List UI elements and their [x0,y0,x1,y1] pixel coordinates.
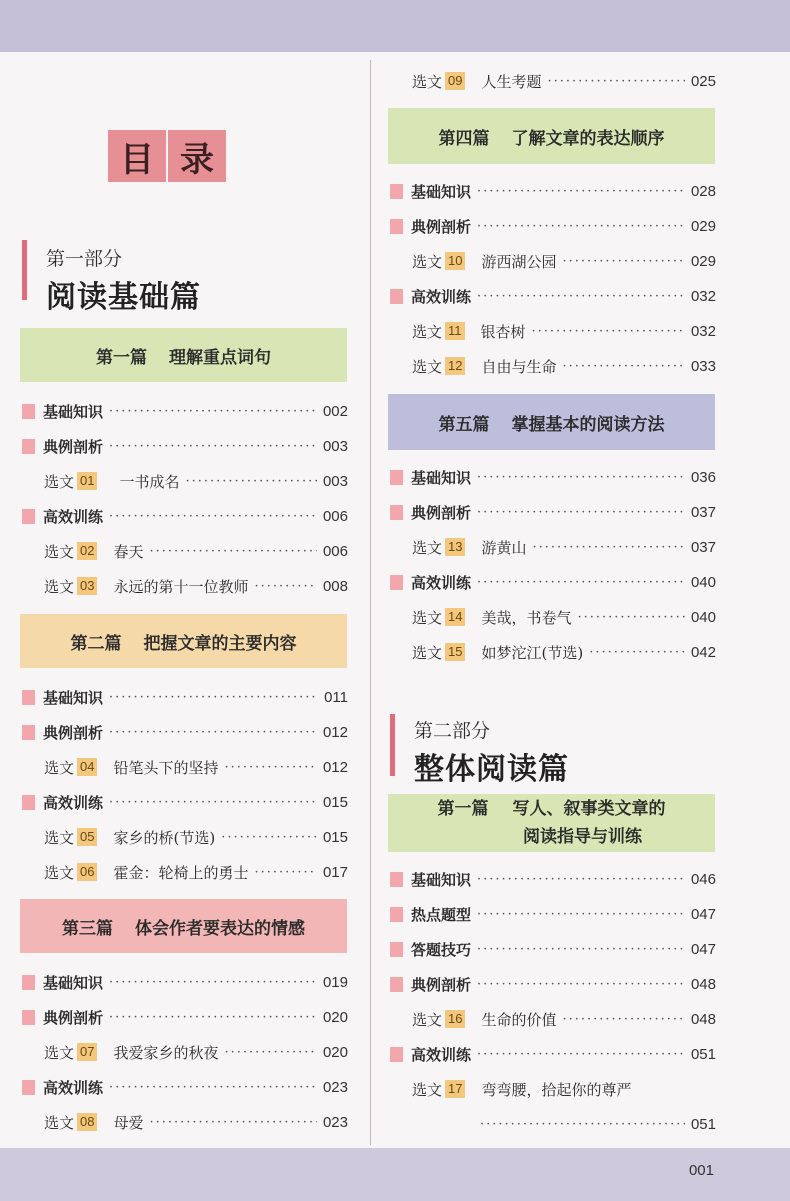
leader-dots [563,254,685,269]
leader-dots [477,575,685,590]
selection-number: 02 [77,542,97,560]
toc-entry[interactable] [44,859,348,885]
entry-label: 选文 [412,322,443,341]
page-ref: 047 [690,905,716,923]
entry-title: 永远的第十一位教师 [113,577,249,596]
entry-label: 高效训练 [43,1078,104,1097]
entry-label: 基础知识 [43,688,104,707]
page-number: 001 [688,1162,714,1179]
entry-title: 美哉，书卷气 [481,608,572,627]
leader-dots [186,474,317,489]
bullet-marker [22,690,35,705]
selection-number: 15 [445,643,465,661]
page-ref: 006 [322,507,348,525]
bullet-marker [22,509,35,524]
toc-entry[interactable] [390,1041,716,1067]
entry-title: 铅笔头下的坚持 [113,758,219,777]
toc-entry[interactable] [22,719,348,745]
leader-dots [109,975,317,990]
page-ref: 029 [690,252,716,270]
leader-dots [477,505,685,520]
entry-label: 选文 [412,608,443,627]
toc-entry[interactable] [390,901,716,927]
toc-entry[interactable] [22,433,348,459]
page-ref: 023 [322,1113,348,1131]
selection-number: 09 [445,72,465,90]
toc-entry[interactable] [390,971,716,997]
selection-number: 10 [445,252,465,270]
leader-dots [109,439,317,454]
section-heading-line [438,795,666,823]
part1-label: 第一部分 [46,248,123,270]
section-name: 理解重点词句 [169,347,271,368]
entry-label: 选文 [44,828,75,847]
toc-entry[interactable] [22,1074,348,1100]
section-banner-p2s1 [388,794,715,852]
leader-dots [225,760,317,775]
entry-title: 霍金：轮椅上的勇士 [113,863,249,882]
entry-label: 典例剖析 [43,723,104,742]
section-name: 把握文章的主要内容 [143,633,297,654]
page-ref: 037 [690,538,716,556]
selection-number: 06 [77,863,97,881]
leader-dots [477,872,685,887]
bullet-marker [390,184,403,199]
entry-label: 典例剖析 [411,503,472,522]
toc-entry[interactable] [22,398,348,424]
entry-label: 选文 [412,643,443,662]
toc-entry[interactable] [22,1004,348,1030]
page-ref: 003 [322,437,348,455]
entry-label: 选文 [412,252,443,271]
toc-entry[interactable] [22,969,348,995]
page-ref: 036 [690,468,716,486]
toc-entry[interactable] [390,178,716,204]
section-banner-s4 [388,108,715,164]
bullet-marker [390,872,403,887]
page-ref: 046 [690,870,716,888]
page-ref: 019 [322,973,348,991]
selection-number: 11 [445,322,465,340]
page-ref: 023 [322,1078,348,1096]
toc-entry[interactable] [412,68,716,94]
entry-title: 母爱 [113,1113,144,1132]
part-accent-bar [390,714,395,776]
toc-entry[interactable] [412,353,716,379]
leader-dots [109,404,317,419]
page-ref: 017 [322,863,348,881]
section-name: 了解文章的表达顺序 [511,128,665,149]
top-border [0,0,790,52]
section-number: 第二篇 [70,633,122,654]
toc-title-char: 录 [168,130,226,182]
entry-title: 人生考题 [481,72,542,91]
leader-dots [225,1045,317,1060]
entry-label: 典例剖析 [411,217,472,236]
toc-entry[interactable] [412,604,716,630]
section-name-line2: 阅读指导与训练 [523,827,642,847]
entry-title: 家乡的桥(节选) [113,828,216,847]
page-ref: 002 [322,402,348,420]
toc-entry[interactable] [412,318,716,344]
section-number: 第一篇 [437,799,489,819]
toc-entry[interactable] [22,684,348,710]
selection-number: 08 [77,1113,97,1131]
selection-number: 03 [77,577,97,595]
leader-dots [109,1010,317,1025]
entry-label: 选文 [44,542,75,561]
bullet-marker [390,1047,403,1062]
page-ref: 048 [690,1010,716,1028]
page-ref: 003 [322,472,348,490]
leader-dots [563,1012,685,1027]
page-ref: 040 [690,608,716,626]
entry-label: 选文 [44,577,75,596]
page-ref: 037 [690,503,716,521]
bullet-marker [22,795,35,810]
column-divider [370,60,371,1145]
selection-number: 13 [445,538,465,556]
entry-label: 选文 [412,357,443,376]
bullet-marker [22,439,35,454]
toc-entry[interactable] [44,468,348,494]
section-name: 写人、叙事类文章的 [512,799,666,819]
section-number: 第一篇 [96,347,147,368]
entry-label: 高效训练 [411,1045,472,1064]
section-number: 第三篇 [62,918,113,939]
entry-label: 答题技巧 [411,940,472,959]
bullet-marker [390,907,403,922]
entry-title: 游黄山 [481,538,527,557]
toc-title [108,130,226,182]
toc-entry[interactable] [412,1006,716,1032]
page-ref: 033 [690,357,716,375]
selection-number: 04 [77,758,97,776]
page-ref: 012 [322,723,348,741]
toc-entry[interactable] [390,213,716,239]
entry-title: 弯弯腰，拾起你的尊严 [481,1080,632,1099]
leader-dots [477,1047,685,1062]
part2-label: 第二部分 [414,720,491,742]
leader-dots [109,509,317,524]
entry-label: 选文 [412,72,443,91]
leader-dots [548,74,685,89]
entry-title: 自由与生命 [481,357,557,376]
entry-label: 选文 [44,1113,75,1132]
bullet-marker [390,470,403,485]
entry-label: 高效训练 [43,793,104,812]
toc-entry[interactable] [412,1076,716,1102]
toc-entry[interactable] [390,499,716,525]
page-ref: 008 [322,577,348,595]
part2-title: 整体阅读篇 [414,752,569,787]
leader-dots [477,942,685,957]
bullet-marker [22,975,35,990]
selection-number: 07 [77,1043,97,1061]
leader-dots [477,289,685,304]
section-banner-s3 [20,899,347,953]
entry-label: 典例剖析 [43,1008,104,1027]
entry-label: 选文 [44,472,75,491]
toc-entry[interactable] [390,283,716,309]
leader-dots [477,907,685,922]
page-ref: 048 [690,975,716,993]
entry-label: 热点题型 [411,905,472,924]
toc-entry[interactable] [22,503,348,529]
leader-dots [150,544,317,559]
page-ref: 011 [324,688,348,706]
bullet-marker [390,942,403,957]
entry-label: 典例剖析 [411,975,472,994]
toc-entry[interactable] [412,639,716,665]
bullet-marker [22,725,35,740]
leader-dots [589,645,685,660]
toc-entry[interactable] [44,1039,348,1065]
section-name: 体会作者要表达的情感 [135,918,305,939]
leader-dots [477,219,685,234]
page-ref: 020 [322,1043,348,1061]
page-ref: 020 [322,1008,348,1026]
page-ref: 015 [322,793,348,811]
toc-entry[interactable] [44,573,348,599]
page-ref: 032 [690,322,716,340]
selection-number: 16 [445,1010,465,1028]
entry-label: 基础知识 [411,870,472,889]
selection-number: 14 [445,608,465,626]
leader-dots [109,795,317,810]
page-ref: 040 [690,573,716,591]
entry-title: 一书成名 [119,472,180,491]
entry-label: 基础知识 [411,468,472,487]
entry-label: 典例剖析 [43,437,104,456]
bullet-marker [390,219,403,234]
toc-entry[interactable] [390,569,716,595]
bullet-marker [22,404,35,419]
leader-dots [255,865,317,880]
toc-entry[interactable] [44,754,348,780]
bullet-marker [390,977,403,992]
leader-dots [477,977,685,992]
leader-dots [150,1115,317,1130]
selection-number: 12 [445,357,465,375]
bullet-marker [390,505,403,520]
leader-dots [221,830,317,845]
entry-title: 春天 [113,542,144,561]
page-ref: 029 [690,217,716,235]
section-banner-s1 [20,328,347,382]
page-ref: 032 [690,287,716,305]
leader-dots [532,324,685,339]
entry-title: 银杏树 [480,322,526,341]
entry-label: 基础知识 [411,182,472,201]
toc-entry[interactable] [390,936,716,962]
bottom-border [0,1148,790,1201]
entry-label: 选文 [44,758,75,777]
toc-entry[interactable] [390,464,716,490]
leader-dots [477,184,685,199]
selection-number: 01 [77,472,97,490]
toc-entry[interactable] [390,866,716,892]
bullet-marker [390,289,403,304]
entry-label: 基础知识 [43,402,104,421]
selection-number: 17 [445,1080,465,1098]
entry-label: 高效训练 [411,573,472,592]
entry-label: 基础知识 [43,973,104,992]
page-ref: 015 [322,828,348,846]
leader-dots [255,579,317,594]
entry-label: 选文 [412,1080,443,1099]
toc-entry[interactable] [412,534,716,560]
leader-dots [477,470,685,485]
leader-dots [578,610,685,625]
page-ref: 042 [690,643,716,661]
entry-label: 高效训练 [43,507,104,526]
page-ref: 025 [690,72,716,90]
section-banner-s5 [388,394,715,450]
selection-number: 05 [77,828,97,846]
page-ref: 028 [690,182,716,200]
leader-dots [109,690,318,705]
toc-entry[interactable] [44,1109,348,1135]
bullet-marker [390,575,403,590]
bullet-marker [22,1010,35,1025]
part1-title: 阅读基础篇 [46,280,201,315]
entry-label: 选文 [412,1010,443,1029]
page-ref: 006 [322,542,348,560]
entry-title: 生命的价值 [481,1010,557,1029]
section-number: 第五篇 [438,414,490,435]
entry-label: 选文 [412,538,443,557]
toc-title-char: 目 [108,130,166,182]
section-name: 掌握基本的阅读方法 [511,414,665,435]
page-ref: 051 [690,1045,716,1063]
entry-label: 选文 [44,863,75,882]
entry-title: 游西湖公园 [481,252,557,271]
entry-title: 我爱家乡的秋夜 [113,1043,219,1062]
page-ref: 047 [690,940,716,958]
section-number: 第四篇 [438,128,490,149]
entry-label: 选文 [44,1043,75,1062]
section-banner-s2 [20,614,347,668]
toc-entry[interactable] [412,248,716,274]
entry-title: 如梦沱江(节选) [481,643,584,662]
leader-dots [480,1117,685,1132]
page-ref: 051 [690,1115,716,1133]
bullet-marker [22,1080,35,1095]
leader-dots [109,1080,317,1095]
part-accent-bar [22,240,27,300]
leader-dots [533,540,685,555]
toc-entry[interactable] [22,789,348,815]
toc-entry[interactable] [44,824,348,850]
toc-entry-continuation[interactable] [480,1111,716,1137]
leader-dots [563,359,685,374]
toc-entry[interactable] [44,538,348,564]
entry-label: 高效训练 [411,287,472,306]
leader-dots [109,725,317,740]
page-ref: 012 [322,758,348,776]
